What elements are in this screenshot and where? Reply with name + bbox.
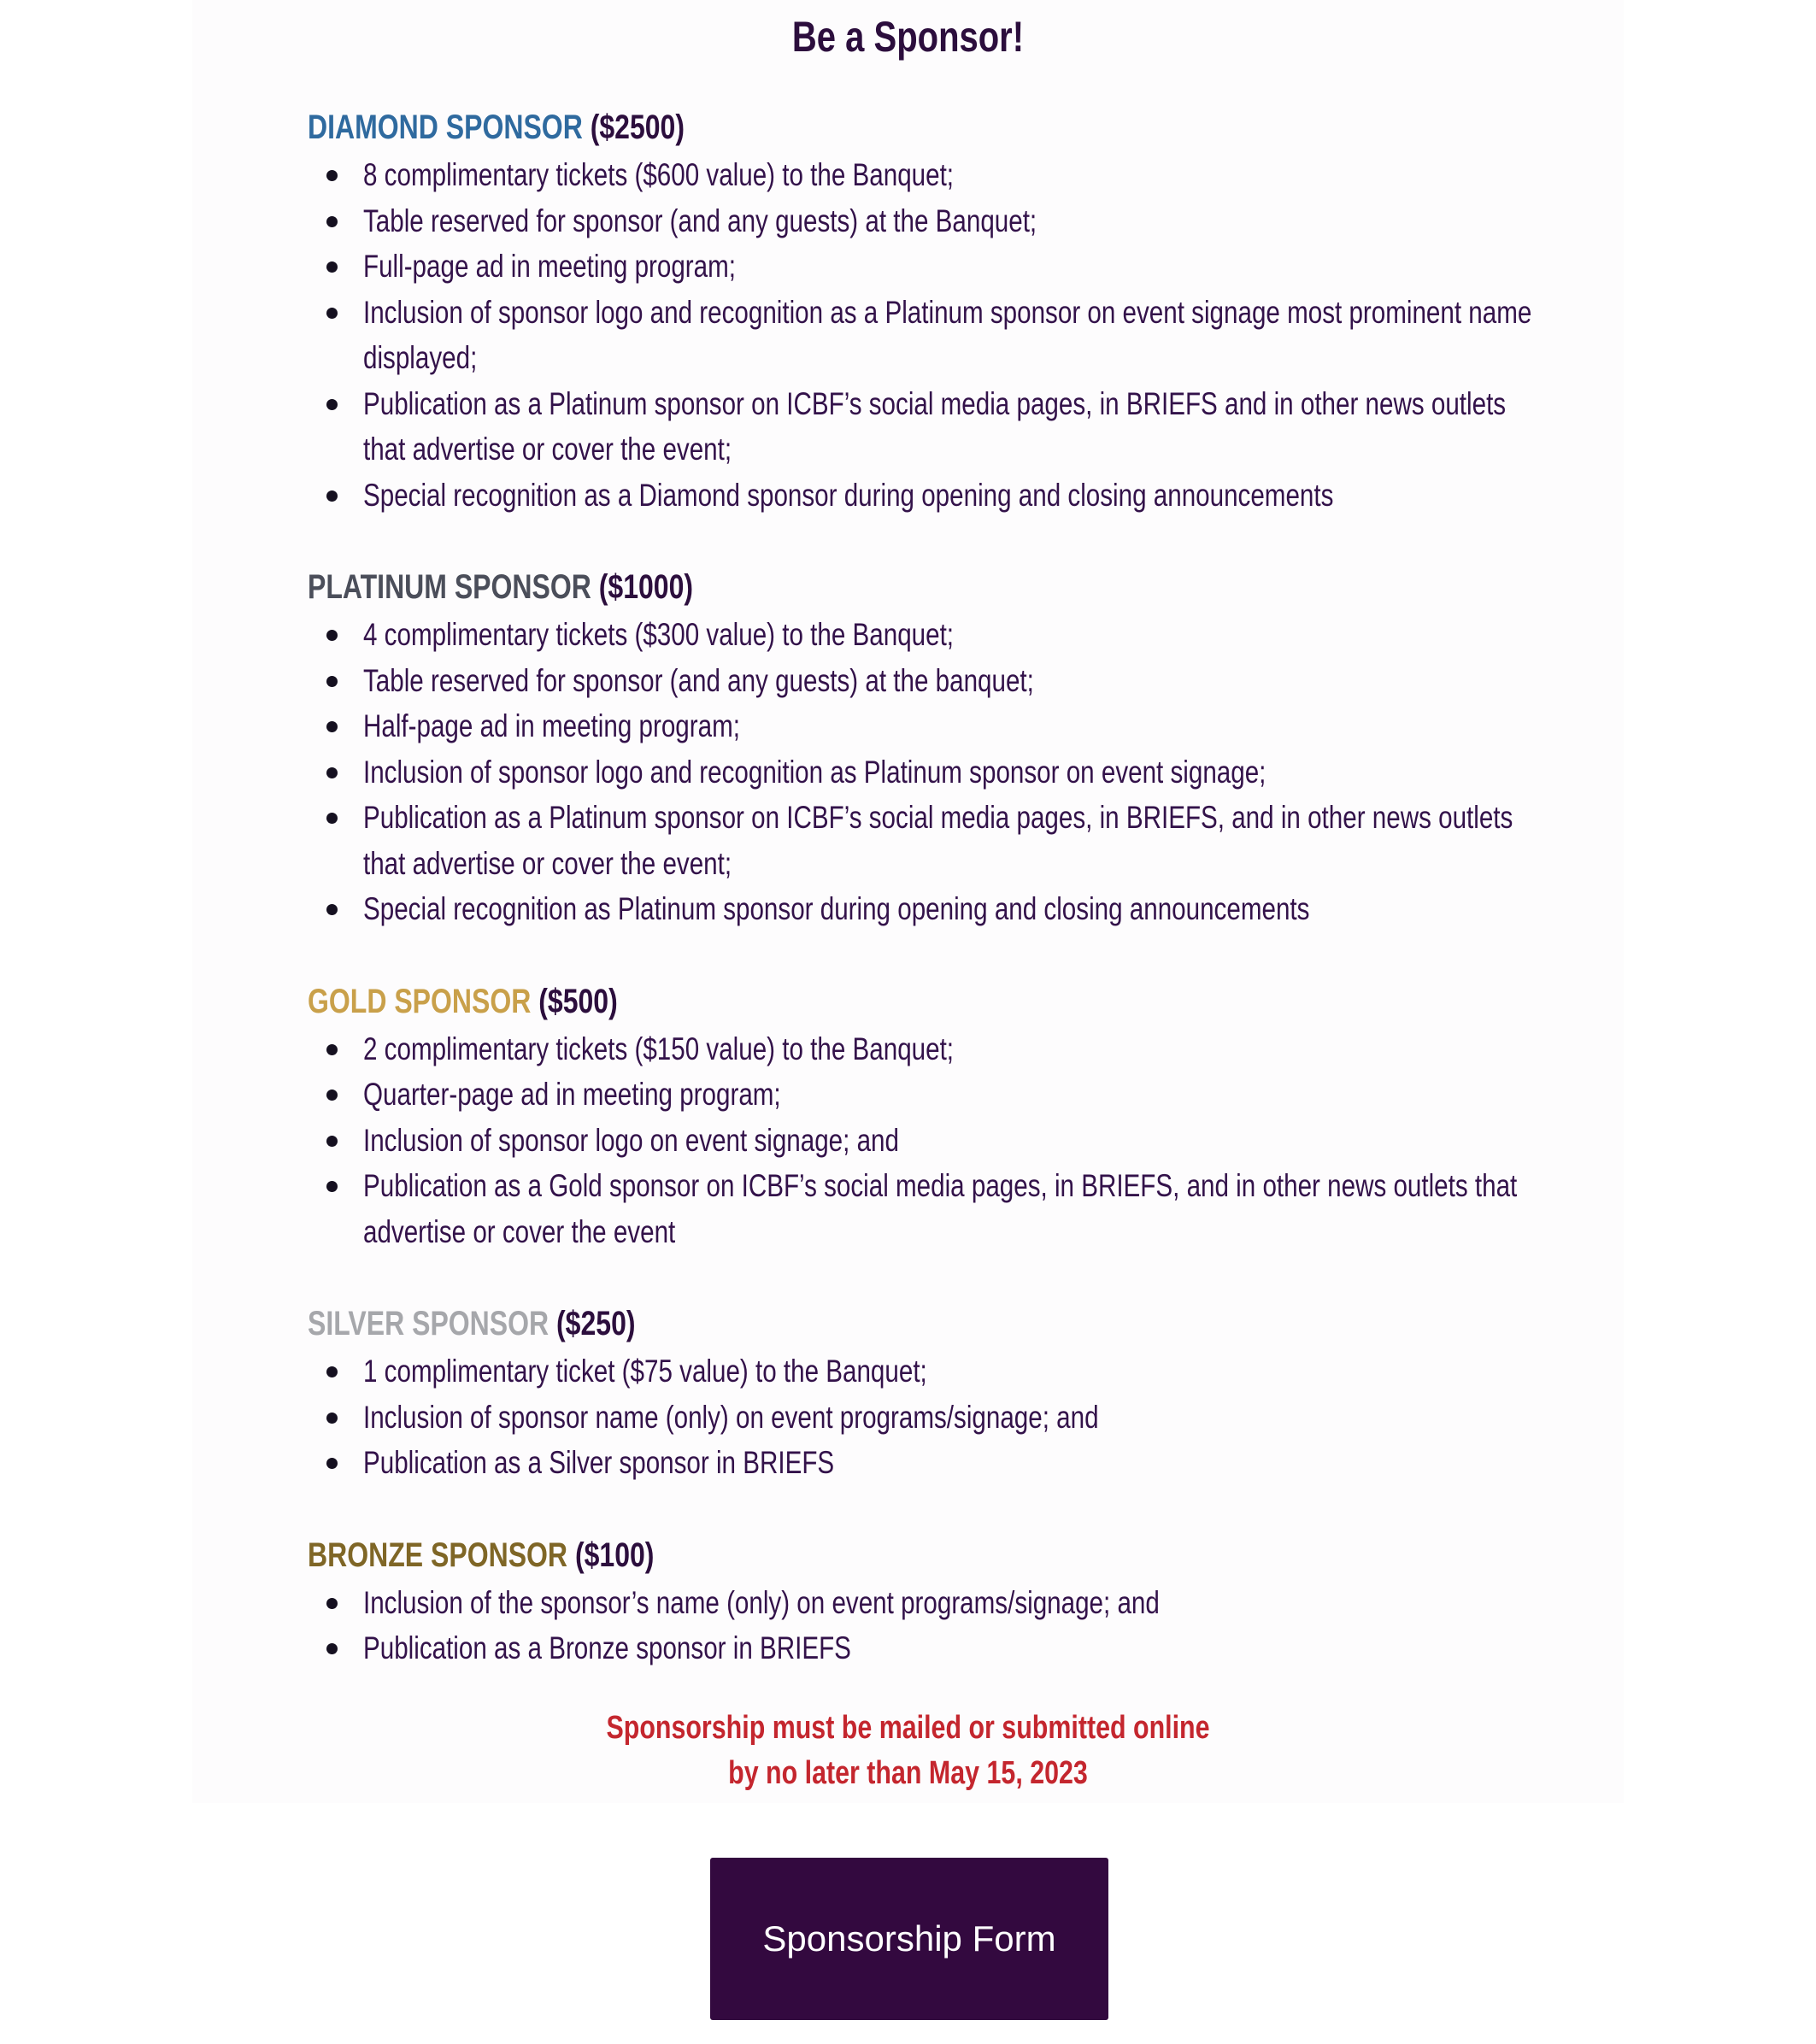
bullet-icon <box>326 490 338 502</box>
bullet-icon <box>326 1458 338 1469</box>
benefit-text: Publication as a Bronze sponsor in BRIEFS <box>363 1630 851 1665</box>
benefit-item <box>308 658 1538 704</box>
benefit-text: Full-page ad in meeting program; <box>363 249 737 284</box>
benefit-text: Table reserved for sponsor (and any guests) at the Banquet; <box>363 203 1037 238</box>
benefit-item <box>308 1440 1538 1486</box>
tier-name: SILVER SPONSOR <box>308 1305 550 1342</box>
benefit-text: Inclusion of sponsor logo and recognition as a Platinum sponsor on event signage most prominent name displayed; <box>363 294 1532 375</box>
tier-section-gold <box>308 977 1538 1255</box>
benefit-item <box>308 198 1538 244</box>
bullet-icon <box>326 308 338 319</box>
benefit-text: Quarter-page ad in meeting program; <box>363 1077 781 1112</box>
bullet-icon <box>326 216 338 227</box>
page-title: Be a Sponsor! <box>791 13 1025 61</box>
benefit-text: Publication as a Silver sponsor in BRIEFS <box>363 1445 835 1480</box>
benefit-item <box>308 152 1538 198</box>
benefit-item <box>308 886 1538 932</box>
benefit-item <box>308 1026 1538 1072</box>
benefit-item <box>308 795 1538 886</box>
bullet-icon <box>326 1598 338 1609</box>
bullet-icon <box>326 813 338 824</box>
bullet-icon <box>326 170 338 181</box>
benefit-item <box>308 473 1538 519</box>
benefit-list <box>308 612 1538 932</box>
bullet-icon <box>326 1136 338 1147</box>
sponsorship-form-button[interactable]: Sponsorship Form <box>710 1858 1108 2020</box>
benefit-list <box>308 152 1538 518</box>
bullet-icon <box>326 721 338 732</box>
bullet-icon <box>326 676 338 687</box>
benefit-item <box>308 612 1538 658</box>
bullet-icon <box>326 1090 338 1101</box>
benefit-text: 1 complimentary ticket ($75 value) to the Banquet; <box>363 1354 927 1389</box>
benefit-item <box>308 381 1538 473</box>
bullet-icon <box>326 630 338 641</box>
tier-price: ($250) <box>556 1305 636 1342</box>
tier-name: PLATINUM SPONSOR <box>308 568 591 606</box>
benefit-item <box>308 1395 1538 1441</box>
tier-heading <box>308 562 1292 612</box>
deadline-line-2: by no later than May 15, 2023 <box>728 1755 1088 1791</box>
benefit-text: 2 complimentary tickets ($150 value) to the Banquet; <box>363 1031 955 1066</box>
benefit-item <box>308 1163 1538 1254</box>
tier-list <box>308 103 1538 1716</box>
tier-section-silver <box>308 1299 1538 1486</box>
tier-name: DIAMOND SPONSOR <box>308 109 583 146</box>
tier-price: ($1000) <box>598 568 694 606</box>
benefit-text: Inclusion of sponsor logo on event signage; and <box>363 1122 899 1158</box>
benefit-text: Publication as a Gold sponsor on ICBF’s social media pages, in BRIEFS, and in other news outlets that advertise or cover the event <box>363 1168 1518 1249</box>
benefit-item <box>308 1118 1538 1164</box>
benefit-list <box>308 1580 1538 1671</box>
tier-name: BRONZE SPONSOR <box>308 1536 568 1574</box>
benefit-item <box>308 703 1538 749</box>
tier-price: ($500) <box>538 982 618 1020</box>
benefit-item <box>308 244 1538 290</box>
tier-price: ($100) <box>574 1536 655 1574</box>
benefit-item <box>308 1348 1538 1395</box>
benefit-item <box>308 1625 1538 1671</box>
benefit-text: Half-page ad in meeting program; <box>363 708 740 743</box>
benefit-list <box>308 1026 1538 1255</box>
bullet-icon <box>326 1643 338 1654</box>
bullet-icon <box>326 1181 338 1192</box>
bullet-icon <box>326 1044 338 1055</box>
benefit-item <box>308 749 1538 796</box>
benefit-text: 4 complimentary tickets ($300 value) to the Banquet; <box>363 617 955 652</box>
deadline-line-1: Sponsorship must be mailed or submitted online <box>606 1710 1210 1746</box>
tier-heading <box>308 103 1292 152</box>
benefit-item <box>308 1072 1538 1118</box>
deadline-notice <box>0 1706 1816 1796</box>
tier-section-platinum <box>308 562 1538 932</box>
bullet-icon <box>326 261 338 273</box>
benefit-list <box>308 1348 1538 1486</box>
tier-name: GOLD SPONSOR <box>308 982 532 1020</box>
bullet-icon <box>326 399 338 410</box>
benefit-text: Special recognition as Platinum sponsor during opening and closing announcements <box>363 891 1310 926</box>
tier-section-bronze <box>308 1530 1538 1671</box>
bullet-icon <box>326 904 338 915</box>
tier-heading <box>308 1299 1292 1348</box>
benefit-item <box>308 1580 1538 1626</box>
benefit-text: Publication as a Platinum sponsor on ICBF’s social media pages, in BRIEFS and in other news outlets that advertise or cover the event; <box>363 385 1507 467</box>
bullet-icon <box>326 767 338 778</box>
tier-section-diamond <box>308 103 1538 518</box>
benefit-text: Special recognition as a Diamond sponsor during opening and closing announcements <box>363 477 1334 513</box>
benefit-item <box>308 290 1538 381</box>
benefit-text: 8 complimentary tickets ($600 value) to the Banquet; <box>363 157 955 192</box>
benefit-text: Inclusion of sponsor name (only) on event programs/signage; and <box>363 1399 1099 1435</box>
bullet-icon <box>326 1366 338 1377</box>
tier-heading <box>308 977 1292 1026</box>
bullet-icon <box>326 1413 338 1424</box>
benefit-text: Publication as a Platinum sponsor on ICBF’s social media pages, in BRIEFS, and in other news outlets that advertise or cover the event; <box>363 800 1513 881</box>
benefit-text: Table reserved for sponsor (and any guests) at the banquet; <box>363 662 1034 698</box>
tier-price: ($2500) <box>590 109 685 146</box>
tier-heading <box>308 1530 1292 1580</box>
benefit-text: Inclusion of sponsor logo and recognition as Platinum sponsor on event signage; <box>363 754 1266 790</box>
benefit-text: Inclusion of the sponsor’s name (only) on event programs/signage; and <box>363 1584 1160 1620</box>
